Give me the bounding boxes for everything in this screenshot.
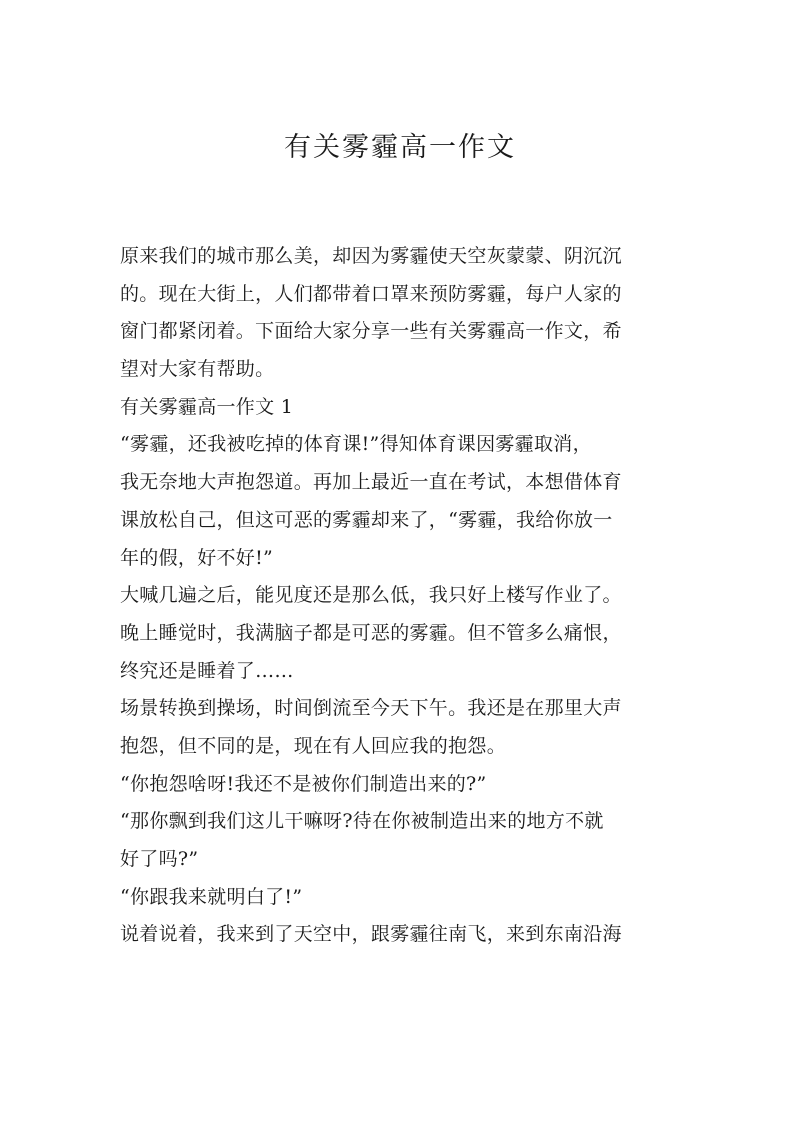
document-body: [120, 238, 688, 954]
text-line: 好了吗?”: [120, 848, 199, 870]
text-line: 终究还是睡着了……: [120, 659, 294, 682]
text-line: 说着说着，我来到了天空中，跟雾霾往南飞，来到东南沿海: [120, 923, 622, 946]
text-line: 年的假，好不好!”: [120, 546, 274, 569]
text-line: 抱怨，但不同的是，现在有人回应我的抱怨。: [120, 734, 507, 757]
text-line: “你跟我来就明白了!”: [120, 885, 303, 908]
text-line: “雾霾，还我被吃掉的体育课!”得知体育课因雾霾取消，: [120, 433, 592, 456]
text-line: 晚上睡觉时，我满脑子都是可恶的雾霾。但不管多么痛恨，: [120, 621, 622, 644]
text-line: 大喊几遍之后，能见度还是那么低，我只好上楼写作业了。: [120, 584, 622, 607]
text-line: “你抱怨啥呀!我还不是被你们制造出来的?”: [120, 772, 487, 795]
text-line: 课放松自己，但这可恶的雾霾却来了，“雾霾，我给你放一: [120, 508, 613, 531]
document-title: 有关雾霾高一作文: [284, 132, 516, 163]
text-line: 我无奈地大声抱怨道。再加上最近一直在考试，本想借体育: [120, 471, 622, 494]
text-line: 场景转换到操场，时间倒流至今天下午。我还是在那里大声: [120, 697, 622, 720]
text-line: 望对大家有帮助。: [120, 358, 275, 381]
text-line: 原来我们的城市那么美，却因为雾霾使天空灰蒙蒙、阴沉沉: [120, 245, 622, 267]
text-line: “那你飘到我们这儿干嘛呀?待在你被制造出来的地方不就: [120, 810, 604, 833]
text-line: 窗门都紧闭着。下面给大家分享一些有关雾霾高一作文，希: [120, 320, 622, 343]
text-line: 的。现在大街上，人们都带着口罩来预防雾霾，每户人家的: [120, 282, 622, 305]
section-heading: 有关雾霾高一作文 1: [120, 395, 294, 418]
